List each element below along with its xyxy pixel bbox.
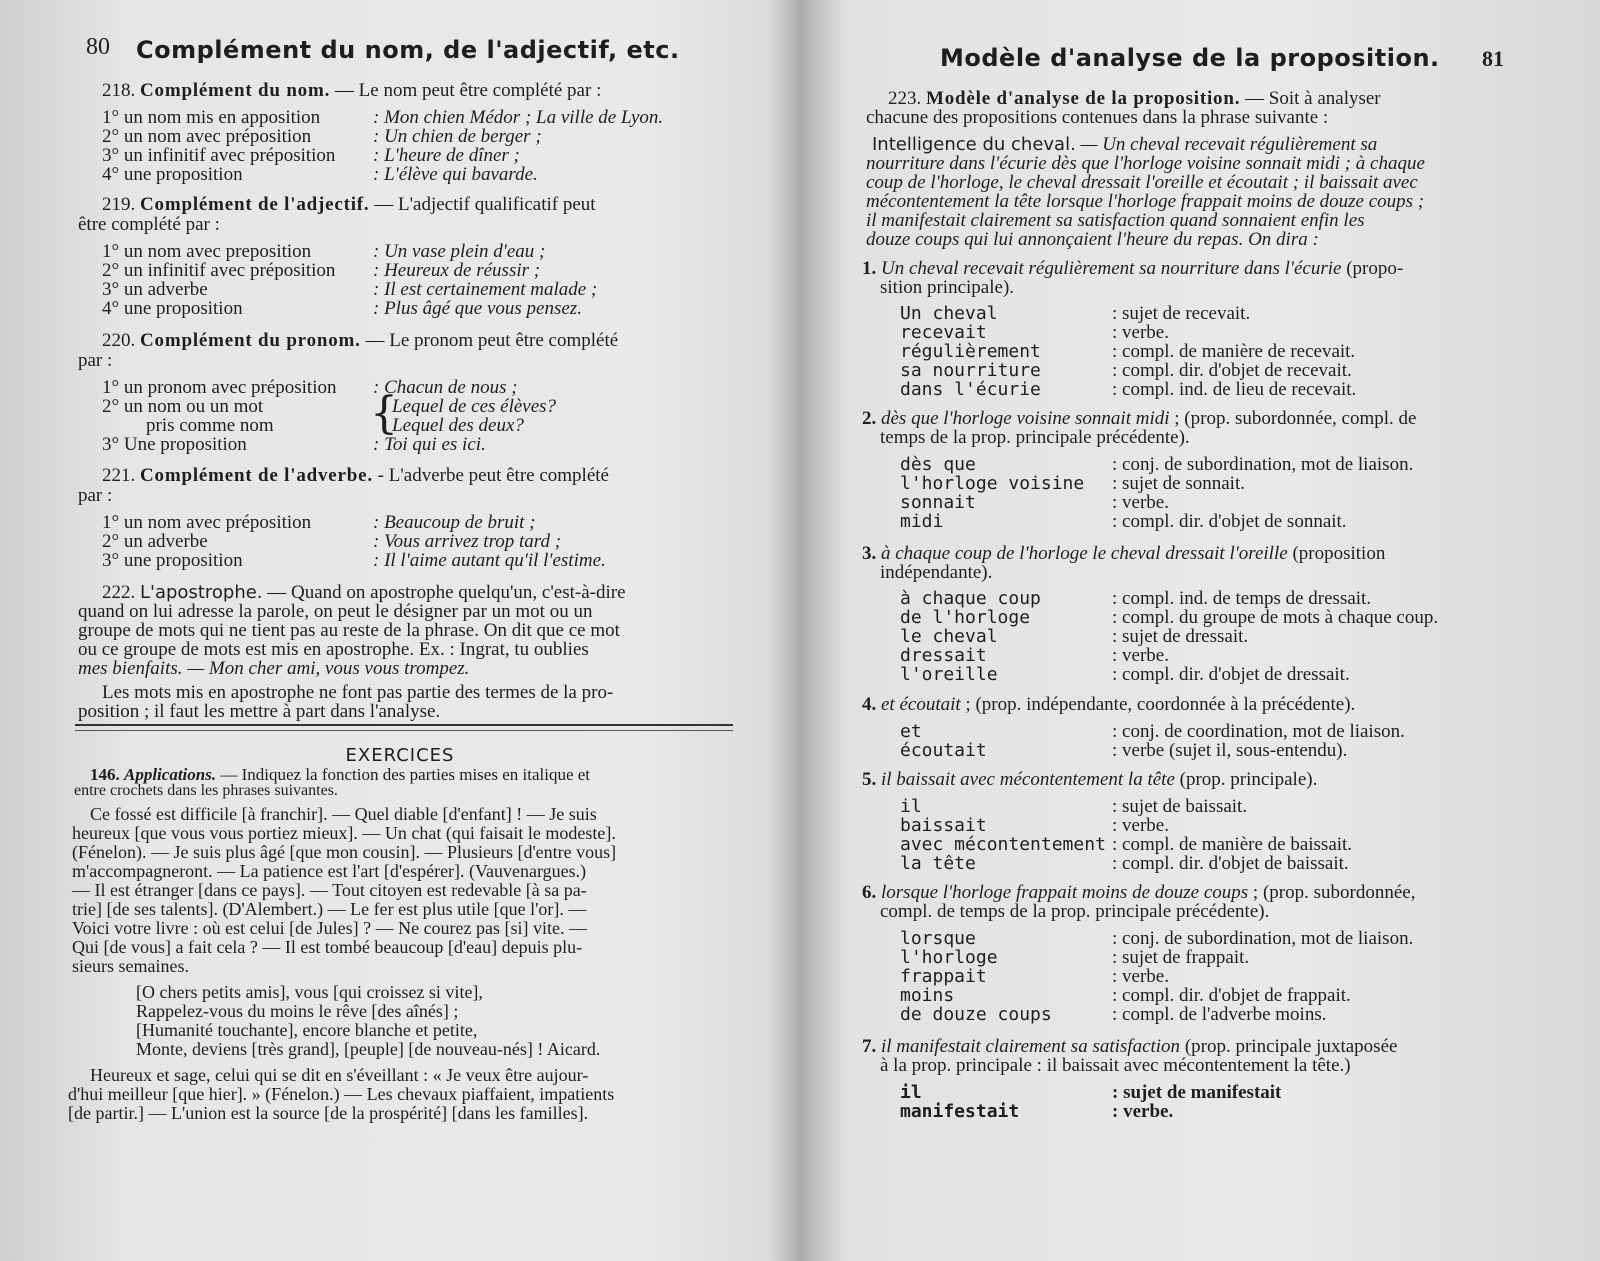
list-item-example: : Il est certainement malade ; bbox=[373, 279, 598, 300]
proposition-number: 3. bbox=[862, 543, 877, 564]
analysis-word: avec mécontentement bbox=[900, 834, 1106, 855]
exercise-line: Qui [de vous] a fait cela ? — Il est tombé beaucoup [d'eau] depuis plu- bbox=[72, 937, 583, 957]
list-item-example: : Vous arrivez trop tard ; bbox=[373, 531, 562, 552]
analysis-word: et bbox=[900, 721, 922, 742]
proposition-note: ; (prop. indépendante, coordonnée à la précédente). bbox=[960, 694, 1356, 715]
list-item-label: 2° un nom avec préposition bbox=[102, 126, 312, 147]
analysis-function: : verbe. bbox=[1112, 492, 1169, 513]
paragraph-line: position ; il faut les mettre à part dans l'analyse. bbox=[78, 701, 441, 722]
proposition-number: 2. bbox=[862, 408, 877, 429]
exercise-line: Voici votre livre : où est celui [de Jules] ? — Ne courez pas [si] vite. — bbox=[72, 918, 588, 938]
section-number: 218. bbox=[102, 80, 136, 101]
list-item-label: 3° un infinitif avec préposition bbox=[102, 145, 336, 166]
analysis-function: : verbe. bbox=[1112, 322, 1169, 343]
proposition-text: il baissait avec mécontentement la tête bbox=[881, 769, 1175, 790]
analysis-function: : conj. de subordination, mot de liaison. bbox=[1112, 454, 1414, 475]
list-item-example: : Un chien de berger ; bbox=[373, 126, 542, 147]
section-title: Complément du nom. bbox=[140, 80, 331, 101]
proposition-note-cont: indépendante). bbox=[880, 562, 993, 583]
proposition-number: 7. bbox=[862, 1036, 877, 1057]
list-item-label: 2° un adverbe bbox=[102, 531, 208, 552]
list-item-example: : L'heure de dîner ; bbox=[373, 145, 520, 166]
proposition-text: à chaque coup de l'horloge le cheval dressait l'oreille bbox=[881, 543, 1288, 564]
list-item-label: 1° un nom avec preposition bbox=[102, 241, 312, 262]
proposition-number: 4. bbox=[862, 694, 877, 715]
analysis-word: baissait bbox=[900, 815, 987, 836]
analysis-function: : compl. de manière de baissait. bbox=[1112, 834, 1353, 855]
list-item-label: 4° une proposition bbox=[102, 298, 243, 319]
analysis-function: : sujet de frappait. bbox=[1112, 947, 1250, 968]
proposition-note: ; (prop. subordonnée, compl. de bbox=[1169, 408, 1417, 429]
analysis-function: : verbe. bbox=[1112, 645, 1169, 666]
proposition-number: 1. bbox=[862, 258, 877, 279]
exercise-line: trie] [de ses talents]. (D'Alembert.) — Le fer est plus utile [que l'or]. — bbox=[72, 899, 587, 919]
analysis-function: : sujet de dressait. bbox=[1112, 626, 1249, 647]
exercise-line: Heureux et sage, celui qui se dit en s'éveillant : « Je veux être aujour- bbox=[90, 1065, 589, 1085]
analysis-word: l'horloge voisine bbox=[900, 473, 1085, 494]
analysis-function: : compl. dir. d'objet de sonnait. bbox=[1112, 511, 1347, 532]
list-item-label: 2° un nom ou un mot bbox=[102, 396, 264, 417]
passage-line: il manifestait clairement sa satisfaction quand sonnaient enfin les bbox=[866, 210, 1365, 231]
analysis-word: lorsque bbox=[900, 928, 976, 949]
proposition-note-cont: sition principale). bbox=[880, 277, 1015, 298]
poem-line: [Humanité touchante], encore blanche et petite, bbox=[136, 1020, 478, 1040]
list-item-example: : Toi qui es ici. bbox=[373, 434, 486, 455]
exercises-heading: EXERCICES bbox=[345, 745, 455, 766]
analysis-function: : sujet de recevait. bbox=[1112, 303, 1251, 324]
proposition-note-cont: à la prop. principale : il baissait avec mécontentement la tête.) bbox=[880, 1055, 1351, 1076]
analysis-word: moins bbox=[900, 985, 955, 1006]
analysis-function: : verbe. bbox=[1112, 966, 1169, 987]
section-intro: — Le nom peut être complété par : bbox=[330, 80, 602, 101]
analysis-function: : compl. ind. de temps de dressait. bbox=[1112, 588, 1372, 609]
analysis-word: de douze coups bbox=[900, 1004, 1052, 1025]
section-intro-cont: par : bbox=[78, 350, 113, 371]
proposition-note: (prop. principale juxtaposée bbox=[1180, 1036, 1398, 1057]
list-item-label: 3° une proposition bbox=[102, 550, 243, 571]
poem-line: Monte, deviens [très grand], [peuple] [de nouveau-nés] ! Aicard. bbox=[136, 1039, 601, 1059]
analysis-word: dressait bbox=[900, 645, 987, 666]
section-218-heading bbox=[102, 80, 601, 102]
section-title: L'apostrophe. bbox=[140, 582, 263, 603]
proposition-note-cont: compl. de temps de la prop. principale précédente). bbox=[880, 901, 1270, 922]
paragraph-line: quand on lui adresse la parole, on peut le désigner par un mot ou un bbox=[78, 601, 593, 622]
analysis-function: : conj. de coordination, mot de liaison. bbox=[1112, 721, 1405, 742]
paragraph-line: ou ce groupe de mots est mis en apostrophe. Ex. : Ingrat, tu oublies bbox=[78, 639, 589, 660]
section-intro: — L'adjectif qualificatif peut bbox=[369, 194, 596, 215]
section-title: Modèle d'analyse de la proposition. bbox=[926, 88, 1241, 109]
analysis-word: l'horloge bbox=[900, 947, 998, 968]
section-intro: — Le pronom peut être complété bbox=[360, 330, 619, 351]
analysis-word: manifestait bbox=[900, 1101, 1020, 1122]
analysis-function: : compl. de l'adverbe moins. bbox=[1112, 1004, 1327, 1025]
passage-title: Intelligence du cheval. bbox=[872, 134, 1076, 155]
section-intro-cont: par : bbox=[78, 485, 113, 506]
list-item-example: : Beaucoup de bruit ; bbox=[373, 512, 536, 533]
list-item-label: 1° un nom mis en apposition bbox=[102, 107, 321, 128]
list-item-label: 1° un nom avec préposition bbox=[102, 512, 312, 533]
analysis-word: la tête bbox=[900, 853, 976, 874]
paragraph-line: Les mots mis en apostrophe ne font pas partie des termes de la pro- bbox=[102, 682, 614, 703]
analysis-function: : compl. ind. de lieu de recevait. bbox=[1112, 379, 1357, 400]
list-item-example: : Heureux de réussir ; bbox=[373, 260, 541, 281]
section-number: 223. bbox=[888, 88, 922, 109]
proposition-heading bbox=[862, 694, 1355, 716]
proposition-text: Un cheval recevait régulièrement sa nourriture dans l'écurie bbox=[881, 258, 1342, 279]
section-number: 222. bbox=[102, 582, 136, 603]
analysis-word: de l'horloge bbox=[900, 607, 1031, 628]
analysis-function: : sujet de baissait. bbox=[1112, 796, 1248, 817]
analysis-word: recevait bbox=[900, 322, 987, 343]
exercise-title: Applications. bbox=[124, 765, 217, 784]
section-intro-cont: chacune des propositions contenues dans la phrase suivante : bbox=[866, 107, 1329, 128]
list-item-example: Lequel des deux? bbox=[392, 415, 524, 436]
analysis-word: le cheval bbox=[900, 626, 998, 647]
analysis-word: régulièrement bbox=[900, 341, 1041, 362]
section-divider bbox=[75, 724, 733, 726]
section-220-heading bbox=[102, 330, 618, 352]
analysis-word: Un cheval bbox=[900, 303, 998, 324]
exercise-number: 146. bbox=[90, 765, 120, 784]
list-item-example: Lequel de ces élèves? bbox=[392, 396, 557, 417]
analysis-function: : compl. dir. d'objet de frappait. bbox=[1112, 985, 1351, 1006]
passage-line: mécontentement la tête lorsque l'horloge frappait moins de douze coups ; bbox=[866, 191, 1425, 212]
analysis-function: : compl. dir. d'objet de recevait. bbox=[1112, 360, 1352, 381]
exercise-intro-cont: entre crochets dans les phrases suivantes. bbox=[74, 782, 338, 799]
exercise-line: [de partir.] — L'union est la source [de la prospérité] [dans les familles]. bbox=[68, 1103, 589, 1123]
section-title: Complément de l'adverbe. bbox=[140, 465, 373, 486]
analysis-function: : verbe (sujet il, sous-entendu). bbox=[1112, 740, 1348, 761]
analysis-function: : compl. dir. d'objet de baissait. bbox=[1112, 853, 1349, 874]
analysis-word: sa nourriture bbox=[900, 360, 1041, 381]
section-number: 221. bbox=[102, 465, 136, 486]
list-item-label: 2° un infinitif avec préposition bbox=[102, 260, 336, 281]
section-intro: — Soit à analyser bbox=[1240, 88, 1381, 109]
analysis-function: : compl. du groupe de mots à chaque coup. bbox=[1112, 607, 1439, 628]
right-page bbox=[800, 0, 1600, 1261]
analysis-function: : compl. dir. d'objet de dressait. bbox=[1112, 664, 1350, 685]
page-number: 80 bbox=[86, 34, 110, 60]
list-item-label: 3° un adverbe bbox=[102, 279, 208, 300]
paragraph-line: groupe de mots qui ne tient pas au reste de la phrase. On dit que ce mot bbox=[78, 620, 620, 641]
analysis-word: à chaque coup bbox=[900, 588, 1041, 609]
proposition-text: et écoutait bbox=[881, 694, 961, 715]
exercise-line: Ce fossé est difficile [à franchir]. — Quel diable [d'enfant] ! — Je suis bbox=[90, 804, 597, 824]
brace-glyph: { bbox=[370, 388, 398, 439]
proposition-text: lorsque l'horloge frappait moins de douze coups bbox=[881, 882, 1249, 903]
analysis-word: sonnait bbox=[900, 492, 976, 513]
exercise-line: — Il est étranger [dans ce pays]. — Tout citoyen est redevable [à sa pa- bbox=[72, 880, 587, 900]
exercise-intro: — Indiquez la fonction des parties mises en italique et bbox=[216, 765, 591, 784]
list-item-example: : Chacun de nous ; bbox=[373, 377, 518, 398]
analysis-function: : conj. de subordination, mot de liaison. bbox=[1112, 928, 1414, 949]
exercise-line: m'accompagneront. — La patience est l'art [d'espérer]. (Vauvenargues.) bbox=[72, 861, 587, 881]
analysis-word: frappait bbox=[900, 966, 987, 987]
list-item-label: 4° une proposition bbox=[102, 164, 243, 185]
section-219-heading bbox=[102, 194, 596, 216]
running-header: Complément du nom, de l'adjectif, etc. bbox=[136, 36, 680, 64]
list-item-example: : Un vase plein d'eau ; bbox=[373, 241, 546, 262]
section-intro: - L'adverbe peut être complété bbox=[372, 465, 609, 486]
exercise-line: (Fénelon). — Je suis plus âgé [que mon cousin]. — Plusieurs [d'entre vous] bbox=[72, 842, 617, 862]
exercise-line: d'hui meilleur [que hier]. » (Fénelon.) — Les chevaux piaffaient, impatients bbox=[68, 1084, 615, 1104]
passage-line: nourriture dans l'écurie dès que l'horloge voisine sonnait midi ; à chaque bbox=[866, 153, 1425, 174]
section-number: 220. bbox=[102, 330, 136, 351]
proposition-heading bbox=[862, 769, 1317, 791]
proposition-number: 5. bbox=[862, 769, 877, 790]
section-number: 219. bbox=[102, 194, 136, 215]
analysis-word: midi bbox=[900, 511, 944, 532]
passage-text: — Un cheval recevait régulièrement sa bbox=[1075, 134, 1378, 155]
passage-line: coup de l'horloge, le cheval dressait l'oreille et écoutait ; il baissait avec bbox=[866, 172, 1418, 193]
analysis-function: : verbe. bbox=[1112, 815, 1169, 836]
paragraph-line: — Quand on apostrophe quelqu'un, c'est-à-dire bbox=[262, 582, 626, 603]
analysis-word: dès que bbox=[900, 454, 976, 475]
analysis-function: : verbe. bbox=[1112, 1101, 1174, 1122]
section-divider bbox=[75, 730, 733, 731]
proposition-note: (prop. principale). bbox=[1174, 769, 1318, 790]
analysis-function: : sujet de manifestait bbox=[1112, 1082, 1282, 1103]
list-item-example: : Il l'aime autant qu'il l'estime. bbox=[373, 550, 606, 571]
list-item-label: 1° un pronom avec préposition bbox=[102, 377, 337, 398]
list-item-label: 3° Une proposition bbox=[102, 434, 247, 455]
analysis-word: dans l'écurie bbox=[900, 379, 1041, 400]
running-header: Modèle d'analyse de la proposition. bbox=[940, 44, 1440, 72]
analysis-function: : sujet de sonnait. bbox=[1112, 473, 1245, 494]
proposition-note-cont: temps de la prop. principale précédente). bbox=[880, 427, 1190, 448]
proposition-text: dès que l'horloge voisine sonnait midi bbox=[881, 408, 1170, 429]
section-intro-cont: être complété par : bbox=[78, 214, 220, 235]
exercise-line: heureux [que vous vous portiez mieux]. — Un chat (qui faisait le modeste]. bbox=[72, 823, 616, 843]
analysis-word: l'oreille bbox=[900, 664, 998, 685]
proposition-number: 6. bbox=[862, 882, 877, 903]
exercise-line: sieurs semaines. bbox=[72, 956, 189, 976]
section-title: Complément du pronom. bbox=[140, 330, 361, 351]
list-item-example: : L'élève qui bavarde. bbox=[373, 164, 538, 185]
analysis-word: écoutait bbox=[900, 740, 987, 761]
list-item-example: : Plus âgé que vous pensez. bbox=[373, 298, 582, 319]
page-number: 81 bbox=[1482, 46, 1504, 71]
poem-line: Rappelez-vous du moins le rêve [des aînés] ; bbox=[136, 1001, 459, 1021]
proposition-note: ; (prop. subordonnée, bbox=[1248, 882, 1416, 903]
proposition-text: il manifestait clairement sa satisfaction bbox=[881, 1036, 1181, 1057]
analysis-word: il bbox=[900, 796, 922, 817]
analysis-word: il bbox=[900, 1082, 922, 1103]
list-item-label: pris comme nom bbox=[146, 415, 274, 436]
poem-line: [O chers petits amis], vous [qui croissez si vite], bbox=[136, 982, 483, 1002]
section-221-heading bbox=[102, 465, 609, 487]
passage-line: douze coups qui lui annonçaient l'heure du repas. On dira : bbox=[866, 229, 1319, 250]
list-item-example: : Mon chien Médor ; La ville de Lyon. bbox=[373, 107, 664, 128]
section-title: Complément de l'adjectif. bbox=[140, 194, 370, 215]
proposition-note: (proposition bbox=[1287, 543, 1386, 564]
paragraph-line: mes bienfaits. — Mon cher ami, vous vous trompez. bbox=[78, 658, 470, 679]
proposition-note: (propo- bbox=[1341, 258, 1404, 279]
analysis-function: : compl. de manière de recevait. bbox=[1112, 341, 1356, 362]
